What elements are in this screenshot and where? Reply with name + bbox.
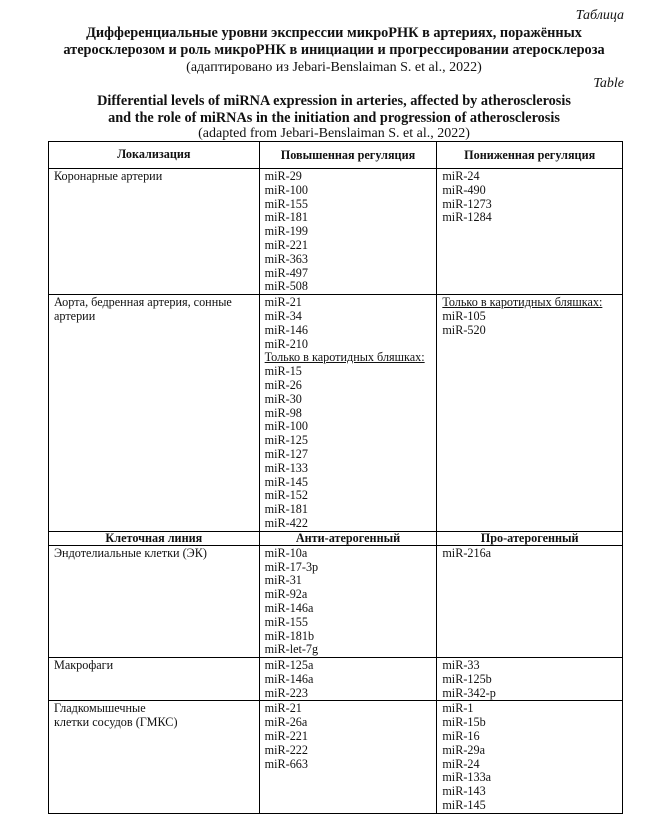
table-row <box>49 658 623 701</box>
mirna-item: miR-221 <box>264 729 308 744</box>
mirna-item: miR-490 <box>442 182 486 197</box>
carotid-only-label: Только в каротидных бляшках: <box>442 295 603 310</box>
source-en: (adapted from Jebari-Benslaiman S. et al., 2022) <box>198 126 470 141</box>
mirna-item: miR-15 <box>264 364 302 379</box>
mirna-item: miR-100 <box>264 182 308 197</box>
location-coronary: Коронарные артерии <box>49 169 260 295</box>
pro-list <box>437 701 623 813</box>
header-downregulation: Пониженная регуляция <box>437 142 623 169</box>
up-carotid-list <box>265 365 432 531</box>
mirna-item: miR-133a <box>442 770 492 785</box>
mirna-item: miR-422 <box>264 515 308 530</box>
mirna-item: miR-152 <box>264 488 308 503</box>
cell-line-vsmc-line2: клетки сосудов (ГМКС) <box>54 715 178 730</box>
mirna-item: miR-145 <box>442 798 486 813</box>
mirna-item: miR-222 <box>264 742 308 757</box>
header-pro-atherogenic: Про-атерогенный <box>437 531 623 545</box>
mirna-item: miR-210 <box>264 336 308 351</box>
mirna-item: miR-143 <box>442 784 486 799</box>
table-header-localization <box>49 142 623 169</box>
header-cell-line: Клеточная линия <box>49 531 260 545</box>
mirna-item: miR-216a <box>442 545 492 560</box>
mirna-item: miR-92a <box>264 587 308 602</box>
mirna-item: miR-24 <box>442 756 480 771</box>
mirna-item: miR-125a <box>264 658 314 673</box>
down-list <box>437 295 623 532</box>
up-list <box>259 295 437 532</box>
header-anti-atherogenic: Анти-атерогенный <box>259 531 437 545</box>
table-row <box>49 295 623 532</box>
up-general-list <box>265 296 432 351</box>
mirna-item: miR-508 <box>264 279 308 294</box>
title-ru-line2: атеросклерозом и роль микроРНК в инициации и прогрессировании атеросклероза <box>63 42 605 58</box>
cell-line-macrophages: Макрофаги <box>49 658 260 701</box>
mirna-item: miR-125 <box>264 433 308 448</box>
carotid-only-label: Только в каротидных бляшках: <box>264 350 425 365</box>
mirna-item: miR-363 <box>264 251 308 266</box>
mirna-item: miR-26 <box>264 377 302 392</box>
mirna-item: miR-223 <box>264 685 308 700</box>
anti-list <box>259 701 437 813</box>
mirna-item: miR-1284 <box>442 210 492 225</box>
mirna-item: miR-16 <box>442 729 480 744</box>
mirna-item: miR-127 <box>264 446 308 461</box>
mirna-item: miR-10a <box>264 545 308 560</box>
mirna-item: miR-663 <box>264 756 308 771</box>
source-ru: (адаптировано из Jebari-Benslaiman S. et al., 2022) <box>186 60 482 75</box>
mirna-item: miR-155 <box>264 614 308 629</box>
mirna-item: miR-31 <box>264 573 302 588</box>
location-aorta: Аорта, бедренная артерия, сонные артерии <box>49 295 260 532</box>
down-list <box>437 169 623 295</box>
mirna-item: miR-29a <box>442 742 485 757</box>
mirna-item: miR-21 <box>264 295 302 310</box>
mirna-item: miR-29 <box>264 169 302 183</box>
mirna-item: miR-15b <box>442 715 486 730</box>
table-label-ru: Таблица <box>575 8 624 23</box>
mirna-item: miR-1 <box>442 701 474 716</box>
mirna-item: miR-26a <box>264 715 308 730</box>
up-list <box>259 169 437 295</box>
header-upregulation: Повышенная регуляция <box>259 142 437 169</box>
mirna-item: miR-497 <box>264 265 308 280</box>
table-label-en: Table <box>593 76 624 91</box>
mirna-item: miR-146 <box>264 322 308 337</box>
cell-line-vsmc-line1: Гладкомышечные <box>54 701 146 716</box>
mirna-item: miR-520 <box>442 322 486 337</box>
mirna-item: miR-100 <box>264 419 308 434</box>
mirna-item: miR-24 <box>442 169 480 183</box>
mirna-item: miR-105 <box>442 308 486 323</box>
mirna-item: miR-342-p <box>442 685 496 700</box>
mirna-item: miR-30 <box>264 391 302 406</box>
mirna-item: miR-33 <box>442 658 480 673</box>
down-carotid-list <box>442 310 617 338</box>
pro-list <box>437 545 623 657</box>
mirna-table <box>48 141 623 814</box>
mirna-item: miR-21 <box>264 701 302 716</box>
header-location: Локализация <box>49 142 260 169</box>
mirna-item: miR-34 <box>264 308 302 323</box>
title-ru-line1: Дифференциальные уровни экспрессии микроРНК в артериях, поражённых <box>86 25 582 41</box>
title-en-line2: and the role of miRNAs in the initiation and progression of atherosclerosis <box>108 110 560 126</box>
mirna-item: miR-17-3p <box>264 559 319 574</box>
table-row <box>49 169 623 295</box>
mirna-item: miR-1273 <box>442 196 492 211</box>
mirna-item: miR-181 <box>264 210 308 225</box>
mirna-item: miR-221 <box>264 237 308 252</box>
mirna-item: miR-125b <box>442 671 492 686</box>
table-header-cell-line <box>49 531 623 545</box>
mirna-item: miR-181b <box>264 628 315 643</box>
pro-list <box>437 658 623 701</box>
mirna-item: miR-146a <box>264 600 314 615</box>
table-row <box>49 545 623 657</box>
title-en-line1: Differential levels of miRNA expression in arteries, affected by atherosclerosis <box>97 93 571 109</box>
mirna-item: miR-155 <box>264 196 308 211</box>
mirna-item: miR-133 <box>264 460 308 475</box>
cell-line-endothelial: Эндотелиальные клетки (ЭК) <box>49 545 260 657</box>
mirna-item: miR-98 <box>264 405 302 420</box>
mirna-item: miR-let-7g <box>264 642 319 657</box>
mirna-item: miR-145 <box>264 474 308 489</box>
table-row <box>49 701 623 813</box>
cell-line-vsmc <box>49 701 260 813</box>
mirna-item: miR-181 <box>264 502 308 517</box>
mirna-item: miR-199 <box>264 224 308 239</box>
anti-list <box>259 545 437 657</box>
mirna-item: miR-146a <box>264 671 314 686</box>
anti-list <box>259 658 437 701</box>
